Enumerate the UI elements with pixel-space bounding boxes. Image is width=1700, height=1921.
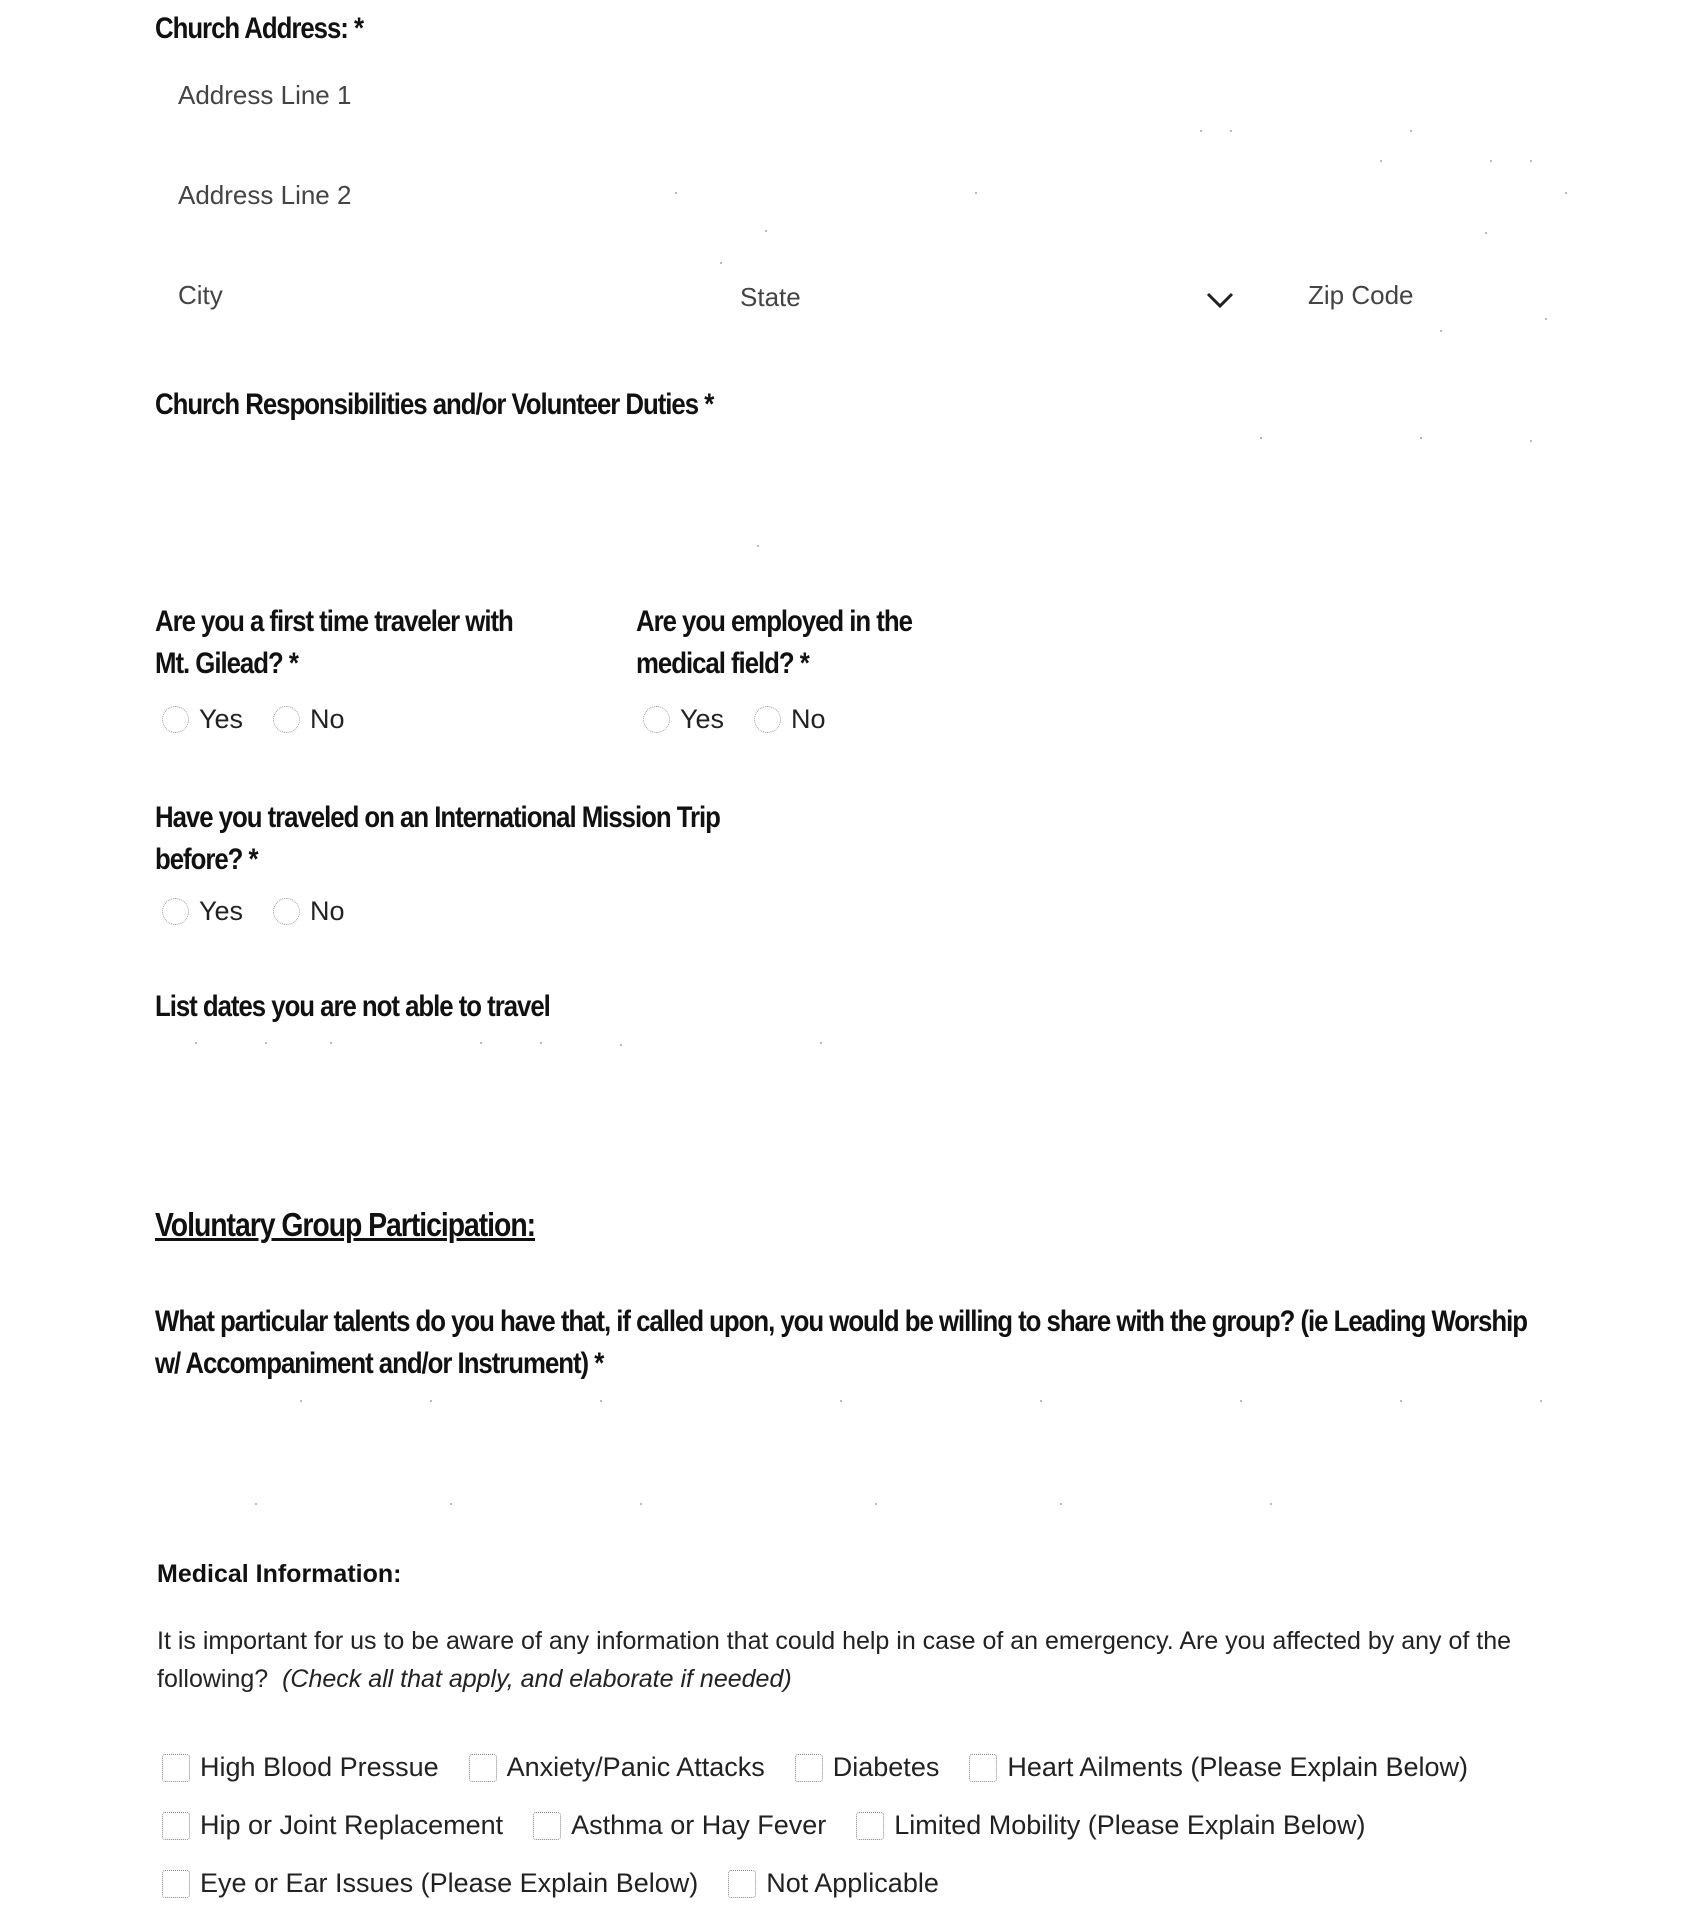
first-time-traveler-options [162,704,375,735]
diabetes-option[interactable] [795,1752,940,1783]
international-no-option[interactable] [273,896,345,927]
option-label: Heart Ailments (Please Explain Below) [1007,1752,1469,1782]
speckle [1540,1400,1542,1402]
state-select[interactable] [725,272,1245,322]
unavailable-dates-textarea[interactable] [155,1035,1555,1155]
not-applicable-option[interactable] [728,1868,939,1899]
asthma-option[interactable] [533,1810,826,1841]
speckle [757,545,759,547]
checkbox[interactable] [533,1812,561,1840]
option-label: Asthma or Hay Fever [571,1810,827,1840]
address-line-1-field[interactable] [160,70,1560,120]
speckle [1485,232,1487,234]
medical-checkbox-row-2 [162,1810,1395,1841]
radio-button[interactable] [754,706,781,733]
heart-ailments-option[interactable] [969,1752,1468,1783]
first-time-no-label: No [310,704,345,734]
speckle [265,1042,267,1044]
unavailable-dates-label: List dates you are not able to travel [155,990,550,1023]
speckle [195,1042,197,1044]
option-label: Diabetes [832,1752,940,1782]
speckle [875,1503,877,1505]
speckle [1440,330,1442,332]
responsibilities-label: Church Responsibilities and/or Volunteer Duties * [155,388,714,421]
checkbox[interactable] [856,1812,884,1840]
checkbox[interactable] [728,1870,756,1898]
first-time-no-option[interactable] [273,704,345,735]
state-placeholder: State [740,282,801,312]
medical-checkbox-row-3 [162,1868,969,1899]
option-label: Hip or Joint Replacement [200,1810,504,1840]
speckle [620,1044,622,1046]
speckle [255,1503,257,1505]
international-trip-options [162,896,375,927]
speckle [1380,160,1382,162]
speckle [1240,1400,1242,1402]
high-blood-pressure-option[interactable] [162,1752,439,1783]
speckle [430,1400,432,1402]
radio-button[interactable] [162,898,189,925]
speckle [1040,1400,1042,1402]
checkbox[interactable] [969,1754,997,1782]
option-label: Limited Mobility (Please Explain Below) [894,1810,1366,1840]
speckle [975,192,977,194]
international-yes-label: Yes [199,896,244,926]
checkbox[interactable] [162,1754,190,1782]
medical-field-no-option[interactable] [754,704,826,735]
speckle [1200,130,1202,132]
speckle [1420,437,1422,439]
medical-field-yes-label: Yes [680,704,725,734]
speckle [1565,192,1567,194]
medical-intro-italic: (Check all that apply, and elaborate if needed) [282,1665,792,1693]
international-no-label: No [310,896,345,926]
checkbox[interactable] [162,1870,190,1898]
address-line-2-placeholder: Address Line 2 [178,180,352,210]
medical-information-heading: Medical Information: [157,1560,402,1588]
first-time-traveler-label: Are you a first time traveler with Mt. Gilead? * [155,605,513,680]
first-time-yes-label: Yes [199,704,244,734]
church-address-label: Church Address: * [155,12,364,45]
speckle [300,1400,302,1402]
checkbox[interactable] [162,1812,190,1840]
speckle [1530,440,1532,442]
medical-field-label: Are you employed in the medical field? * [636,605,912,680]
radio-button[interactable] [643,706,670,733]
speckle [600,1400,602,1402]
radio-button[interactable] [162,706,189,733]
radio-button[interactable] [273,898,300,925]
speckle [1230,130,1232,132]
option-label: High Blood Pressue [200,1752,439,1782]
speckle [1410,130,1412,132]
speckle [640,1503,642,1505]
speckle [330,1042,332,1044]
speckle [1400,1400,1402,1402]
limited-mobility-option[interactable] [856,1810,1365,1841]
speckle [765,230,767,232]
zip-code-field[interactable] [1290,270,1560,320]
speckle [820,1042,822,1044]
medical-field-no-label: No [791,704,826,734]
speckle [1545,318,1547,320]
option-label: Not Applicable [766,1868,939,1898]
responsibilities-textarea[interactable] [155,430,1555,550]
talents-textarea[interactable] [155,1395,1555,1505]
chevron-down-icon [1205,290,1235,310]
option-label: Eye or Ear Issues (Please Explain Below) [200,1868,699,1898]
checkbox[interactable] [469,1754,497,1782]
checkbox[interactable] [795,1754,823,1782]
international-yes-option[interactable] [162,896,243,927]
medical-field-options [643,704,856,735]
address-line-2-field[interactable] [160,170,1560,220]
international-trip-label: Have you traveled on an International Mission Trip before? * [155,801,720,876]
hip-joint-option[interactable] [162,1810,503,1841]
medical-field-yes-option[interactable] [643,704,724,735]
speckle [1260,437,1262,439]
zip-code-placeholder: Zip Code [1308,280,1414,310]
speckle [480,1042,482,1044]
medical-intro-text [157,1622,1557,1698]
option-label: Anxiety/Panic Attacks [506,1752,765,1782]
speckle [675,192,677,194]
city-placeholder: City [178,280,223,310]
speckle [450,1503,452,1505]
speckle [540,1042,542,1044]
speckle [720,262,722,264]
medical-intro: It is important for us to be aware of any information that could help in case of an emergency. Are you affected by any of the following? [157,1627,1512,1693]
first-time-yes-option[interactable] [162,704,243,735]
speckle [1060,1503,1062,1505]
speckle [840,1400,842,1402]
speckle [1530,160,1532,162]
speckle [1270,1503,1272,1505]
address-line-1-placeholder: Address Line 1 [178,80,352,110]
eye-ear-option[interactable] [162,1868,698,1899]
medical-checkbox-row-1 [162,1752,1498,1783]
anxiety-option[interactable] [469,1752,765,1783]
speckle [1490,160,1492,162]
talents-label: What particular talents do you have that, if called upon, you would be willing to share with the group? (ie Leading Worship w/ Accompaniment and/or Instrument) * [155,1305,1527,1380]
city-field[interactable] [160,270,700,320]
voluntary-participation-heading: Voluntary Group Participation: [155,1206,536,1243]
radio-button[interactable] [273,706,300,733]
